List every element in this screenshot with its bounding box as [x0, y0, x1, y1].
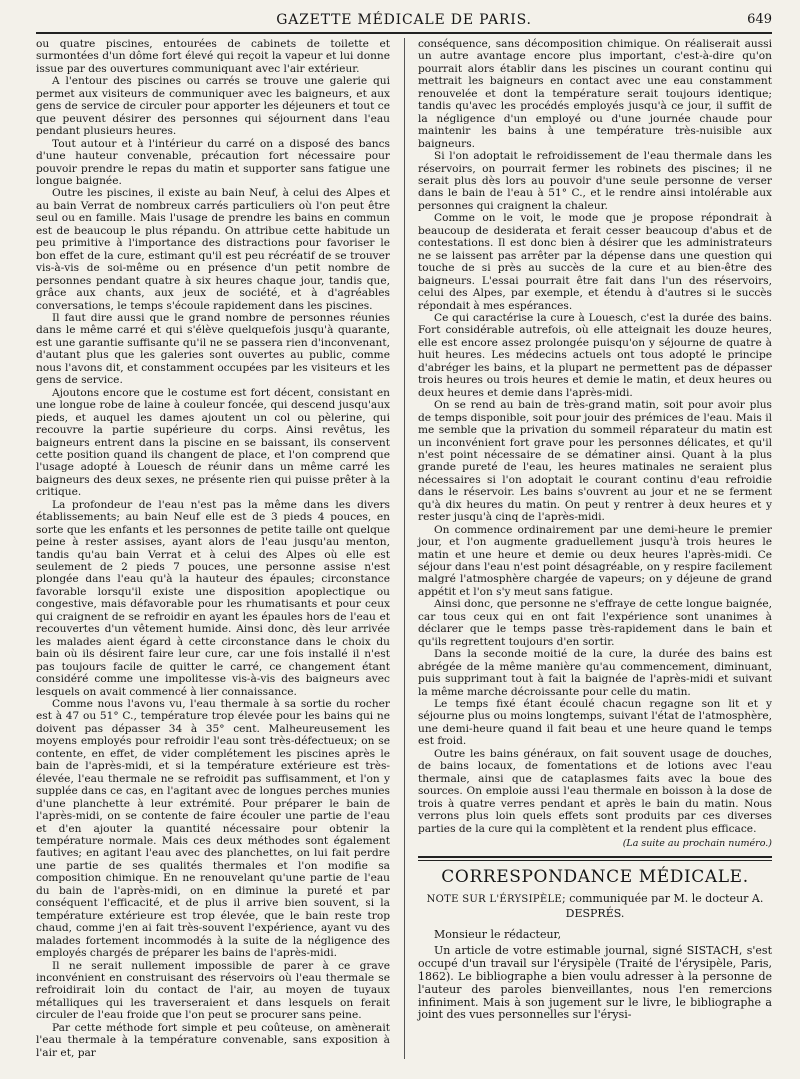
section-title: CORRESPONDANCE MÉDICALE. — [441, 867, 749, 888]
paragraph: Ajoutons encore que le costume est fort décent, consistant en une longue robe de laine à couleur foncée, qui descend jusqu'aux pieds, et auquel les dames ajoutent un col ou pèlerine, qui recouvre la partie supérieure du corps. Ainsi revêtus, les baigneurs entrent dans la piscine en se baissant, ils conservent cette position quand ils changent de place, et l'on comprend que l'usage adopté à Louesch de réunir dans un même carré les baigneurs des deux sexes, ne présente rien qui puisse prêter à la critique. — [36, 386, 390, 499]
paragraph: Outre les piscines, il existe au bain Neuf, à celui des Alpes et au bain Verrat de nombreux carrés particuliers où l'on peut être seul ou en famille. Mais l'usage de prendre les bains en commun est de beaucoup le plus répandu. On attribue cette habitude un peu primitive à l'importance des distractions pour favoriser le bon effet de la cure, estimant qu'il est peu récréatif de se trouver vis-à-vis de soi-même ou en présence d'un petit nombre de personnes pendant quatre à six heures chaque jour, tandis que, grâce aux chants, aux jeux de société, et à d'agréables conversations, le temps s'écoule rapidement dans les piscines. — [36, 187, 390, 312]
paragraph: Dans la seconde moitié de la cure, la durée des bains est abrégée de la même manière qu'au commencement, diminuant, puis supprimant tout à fait la baignée de l'après-midi et suivant la même marche décroissante pour celle du matin. — [418, 648, 772, 698]
paragraph: conséquence, sans décomposition chimique. On réaliserait aussi un autre avantage encore plus important, c'est-à-dire qu'on pourrait alors établir dans les piscines un courant continu qui mettrait les baigneurs en contact avec une eau constamment renouvelée et dont la température serait toujours identique; tandis qu'avec les procédés employés jusqu'à ce jour, il suffit de la négligence d'un employé ou d'une journée chaude pour maintenir les bains à une température très-nuisible aux baigneurs. — [418, 38, 772, 150]
paragraph: Outre les bains généraux, on fait souvent usage de douches, de bains locaux, de fomentations et de lotions avec l'eau thermale, ainsi que de cataplasmes faits avec la boue des sources. On emploie aussi l'eau thermale en boisson à la dose de trois à quatre verres pendant et après le bain du matin. Nous verrons plus loin quels effets sont produits par ces diverses parties de la cure qui la complètent et la rendent plus efficace. — [418, 747, 772, 835]
column-divider — [404, 38, 405, 1059]
paragraph: On se rend au bain de très-grand matin, soit pour avoir plus de temps disponible, soit pour jouir des prémices de l'eau. Mais il me semble que la privation du sommeil réparateur du matin est un inconvénient fort grave pour les personnes délicates, et qu'il n'est point nécessaire de se dématiner ainsi. Quant à la plus grande pureté de l'eau, les heures matinales ne seraient plus nécessaires si l'on adoptait le courant continu d'eau refroidie dans le réservoir. Les bains s'ouvrent au jour et ne se ferment qu'à dix heures du matin. On peut y rentrer à deux heures et y rester jusqu'à cinq de l'après-midi. — [418, 399, 772, 524]
note-heading-title: NOTE SUR L'ÉRYSIPÈLE — [426, 893, 562, 905]
paragraph: ou quatre piscines, entourées de cabinets de toilette et surmontées d'un dôme fort élevé qui reçoit la vapeur et lui donne issue par des ouvertures communiquant avec l'air extérieur. — [36, 38, 390, 75]
paragraph: Ainsi donc, que personne ne s'effraye de cette longue baignée, car tous ceux qui en ont fait l'expérience sont unanimes à déclarer que le temps passe très-rapidement dans le bain et qu'ils regrettent toujours d'en sortir. — [418, 598, 772, 648]
paragraph: On commence ordinairement par une demi-heure le premier jour, et l'on augmente graduellement jusqu'à trois heures le matin et une heure et demie ou deux heures l'après-midi. Ce séjour dans l'eau n'est point désagréable, on y respire facilement malgré l'atmosphère chargée de vapeurs; on y déjeune de grand appétit et l'on s'y meut sans fatigue. — [418, 523, 772, 598]
paragraph: Comme nous l'avons vu, l'eau thermale à sa sortie du rocher est à 47 ou 51° C., température trop élevée pour les bains qui ne doivent pas dépasser 34 à 35° cent. Malheureusement les moyens employés pour refroidir l'eau sont très-défectueux; on se contente, en effet, de vider complétement les piscines après le bain de l'après-midi, et si la température extérieure est très-élevée, l'eau thermale ne se refroidit pas suffisamment, et l'on y supplée dans ce cas, en l'agitant avec de longues perches munies d'une planchette à leur extrémité. Pour préparer le bain de l'après-midi, on se contente de faire écouler une partie de l'eau et d'en ajouter la quantité nécessaire pour obtenir la température normale. Mais ces deux méthodes sont également fautives; en agitant l'eau avec des planchettes, on lui fait perdre une partie de ses qualités thermales et l'on modifie sa composition chimique. En ne renouvelant qu'une partie de l'eau du bain de l'après-midi, on en diminue la pureté et par conséquent l'efficacité, et de plus il arrive bien souvent, si la température extérieure est trop élevée, que le bain reste trop chaud, comme j'en ai fait très-souvent l'expérience, ayant vu des malades fortement incommodés à la suite de la négligence des employés chargés de préparer les bains de l'après-midi. — [36, 698, 390, 960]
paragraph: Par cette méthode fort simple et peu coûteuse, on amènerait l'eau thermale à la température convenable, sans exposition à l'air et, par — [36, 1021, 390, 1059]
paragraph: A l'entour des piscines ou carrés se trouve une galerie qui permet aux visiteurs de communiquer avec les baigneurs, et aux gens de service de circuler pour apporter les déjeuners et tout ce que peuvent désirer des personnes qui séjournent dans l'eau pendant plusieurs heures. — [36, 75, 390, 138]
text-columns — [36, 38, 772, 1059]
salutation: Monsieur le rédacteur, — [434, 927, 562, 941]
paragraph: Ce qui caractérise la cure à Louesch, c'est la durée des bains. Fort considérable autrefois, où elle atteignait les douze heures, elle est encore assez prolongée puisqu'on y séjourne de quatre à huit heures. Les médecins actuels ont tous adopté le principe d'abréger les bains, et la plupart ne permettent pas de dépasser trois heures ou trois heures et demie le matin, et deux heures ou deux heures et demie dans l'après-midi. — [418, 311, 772, 399]
paragraph: Comme on le voit, le mode que je propose répondrait à beaucoup de desiderata et ferait cesser beaucoup d'abus et de contestations. Il est donc bien à désirer que les administrateurs ne se laissent pas arrêter par la dépense dans une question qui touche de si près au succès de la cure et au bien-être des baigneurs. L'essai pourrait être fait dans l'un des réservoirs, celui des Alpes, par exemple, et étendu à d'autres si le succès répondait à mes espérances. — [418, 212, 772, 312]
paragraph: Tout autour et à l'intérieur du carré on a disposé des bancs d'une hauteur convenable, précaution fort nécessaire pour pouvoir prendre le repas du matin et supporter sans fatigue une longue baignée. — [36, 137, 390, 187]
continued-note: (La suite au prochain numéro.) — [622, 838, 772, 849]
left-column — [36, 38, 390, 1059]
right-column — [418, 38, 772, 1059]
page-number: 649 — [747, 12, 772, 27]
journal-title: GAZETTE MÉDICALE DE PARIS. — [276, 12, 532, 28]
running-head — [36, 10, 772, 34]
paragraph: Le temps fixé étant écoulé chacun regagne son lit et y séjourne plus ou moins longtemps, suivant l'état de l'atmosphère, une demi-heure quand il fait beau et une heure quand le temps est froid. — [418, 698, 772, 748]
paragraph: Il faut dire aussi que le grand nombre de personnes réunies dans le même carré et qui s'élève quelquefois jusqu'à quarante, est une garantie suffisante qu'il ne se passera rien d'inconvenant, d'autant plus que les galeries sont ouvertes au public, comme nous l'avons dit, et constamment occupées par les visiteurs et les gens de service. — [36, 311, 390, 387]
note-heading-author: ; communiquée par M. le docteur A. DESPRÉS. — [562, 891, 764, 920]
note-heading — [418, 892, 772, 921]
section-rule — [418, 856, 772, 861]
paragraph: Il ne serait nullement impossible de parer à ce grave inconvénient en construisant des réservoirs où l'eau thermale se refroidirait loin du contact de l'air, au moyen de tuyaux métalliques qui les traverseraient et dans lesquels on ferait circuler de l'eau froide que l'on peut se procurer sans peine. — [36, 959, 390, 1022]
paragraph: Si l'on adoptait le refroidissement de l'eau thermale dans les réservoirs, on pourrait fermer les robinets des piscines; il ne serait plus dès lors au pouvoir d'une seule personne de verser dans le bain de l'eau à 51° C., et le rendre ainsi intolérable aux personnes qui craignent la chaleur. — [418, 150, 772, 212]
letter-paragraph: Un article de votre estimable journal, signé SISTACH, s'est occupé d'un travail sur l'érysipèle (Traité de l'érysipèle, Paris, 1862). Le bibliographe a bien voulu adresser à la personne de l'auteur des paroles bienveillantes, nous l'en remercions infiniment. Mais à son jugement sur le livre, le bibliographe a joint des vues personnelles sur l'érysi- — [418, 944, 772, 1022]
paragraph: La profondeur de l'eau n'est pas la même dans les divers établissements; au bain Neuf elle est de 3 pieds 4 pouces, en sorte que les enfants et les personnes de petite taille ont quelque peine à rester assises, ayant alors de l'eau jusqu'au menton, tandis qu'au bain Verrat et à celui des Alpes où elle est seulement de 2 pieds 7 pouces, une personne assise n'est plongée dans l'eau qu'à la hauteur des épaules; circonstance favorable lorsqu'il existe une disposition apoplectique ou congestive, mais défavorable pour les rhumatisants et pour ceux qui craignent de se refroidir en ayant les épaules hors de l'eau et recouvertes d'un vêtement humide. Ainsi donc, dès leur arrivée les malades aient égard à cette circonstance dans le choix du bain où ils désirent faire leur cure, car une fois installé il n'est pas toujours facile de quitter le carré, ce changement étant considéré comme une impolitesse vis-à-vis des baigneurs avec lesquels on avait commencé à lier connaissance. — [36, 498, 390, 698]
